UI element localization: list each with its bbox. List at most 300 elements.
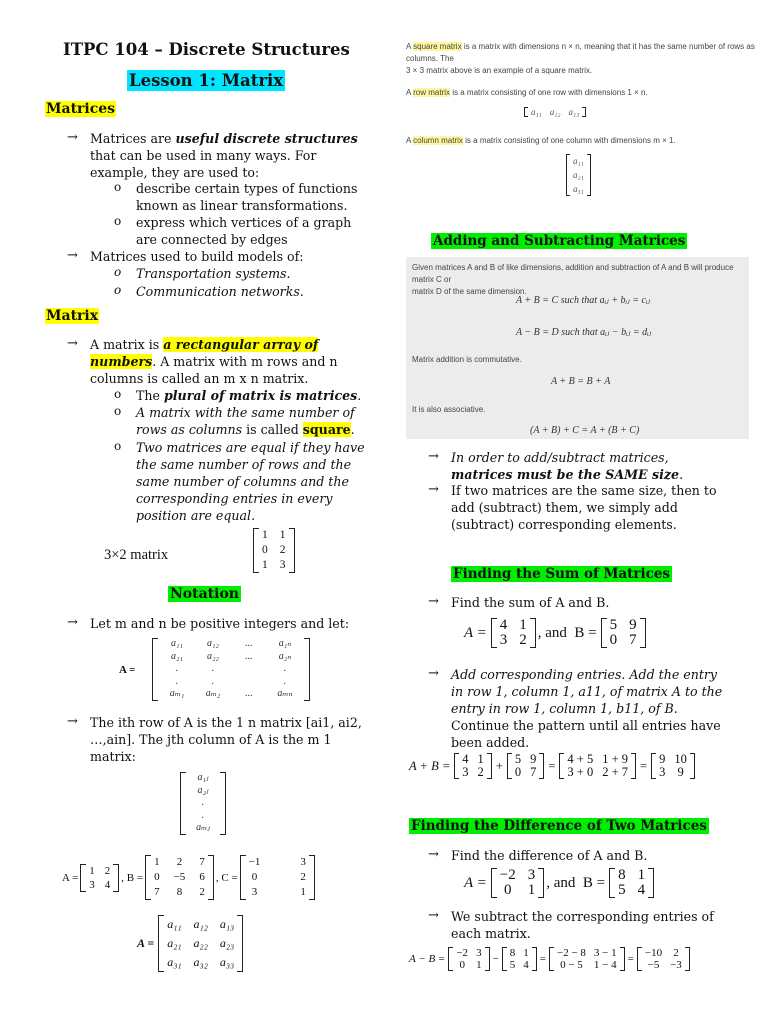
matrix-cell: 5 bbox=[509, 959, 516, 971]
bracket bbox=[566, 154, 570, 196]
notation-heading: Notation bbox=[170, 586, 239, 602]
equation-text: = bbox=[539, 953, 546, 965]
matrix-cell: 7 bbox=[199, 856, 205, 868]
matrix-cell: . bbox=[201, 797, 205, 808]
text-run: been added. bbox=[451, 735, 530, 750]
matrix-cell: 4 + 5 bbox=[567, 752, 594, 766]
column-matrix-note bbox=[406, 136, 676, 145]
bullet-icon: o bbox=[114, 265, 122, 279]
bracket bbox=[532, 947, 537, 971]
matrix-cell: 4 bbox=[499, 617, 508, 633]
matrix-grid bbox=[89, 864, 110, 892]
text-run: express which vertices of a graph bbox=[136, 215, 352, 230]
matrix-heading: Matrix bbox=[46, 308, 99, 324]
matrix-cell: a₂₂ bbox=[207, 650, 219, 662]
sum-explanation bbox=[451, 666, 722, 751]
column-vector-small bbox=[566, 154, 591, 196]
matrix-grid bbox=[249, 855, 306, 900]
bullet-icon: o bbox=[114, 283, 122, 297]
bracket bbox=[80, 864, 86, 892]
matrix-cell: a₁ⱼ bbox=[197, 772, 209, 783]
bracket bbox=[145, 855, 151, 900]
matrix-cell: 2 bbox=[279, 544, 286, 556]
text-run: Given matrices A and B of like dimensions, addition and subtraction of A and B will produce matrix C or bbox=[412, 263, 734, 284]
bracket bbox=[640, 618, 646, 648]
arrow-icon: → bbox=[67, 714, 78, 729]
matrix-cell: 3 bbox=[89, 878, 95, 891]
matrix-cell: 1 bbox=[300, 886, 306, 898]
text-run: We subtract the corresponding entries of bbox=[451, 909, 714, 924]
bracket bbox=[240, 855, 246, 900]
matrix-cell: 0 bbox=[459, 959, 465, 971]
bracket bbox=[690, 753, 695, 779]
matrix-cell: 4 bbox=[523, 959, 529, 971]
add-sub-heading: Adding and Subtracting Matrices bbox=[433, 233, 686, 249]
bracket bbox=[237, 915, 243, 972]
bracket bbox=[485, 947, 490, 971]
matrix-cell: 8 bbox=[509, 947, 516, 959]
matrix-cell: a₂₁ bbox=[573, 170, 584, 180]
matrix-cell: 7 bbox=[629, 632, 637, 648]
matrices-intro bbox=[90, 130, 358, 181]
bullet-icon: o bbox=[114, 180, 122, 194]
matrix-cell: −3 bbox=[670, 959, 682, 971]
matrix-cell: 1 − 4 bbox=[593, 959, 617, 971]
bracket bbox=[631, 753, 636, 779]
bracket bbox=[648, 868, 654, 898]
matrix-cell: 0 bbox=[262, 544, 268, 556]
matrix-cell: aₘⱼ bbox=[196, 822, 210, 833]
matrix-cell: 2 bbox=[673, 947, 679, 959]
text-run: . bbox=[357, 388, 362, 403]
matrix-cell: 10 bbox=[674, 752, 687, 766]
text-run: A bbox=[406, 136, 414, 145]
general-matrix bbox=[152, 638, 310, 701]
matrix-grid bbox=[610, 618, 637, 648]
matrix-cell: 4 bbox=[462, 752, 469, 766]
matrix-cell: a₃₂ bbox=[193, 955, 208, 969]
matrix-cell: 9 bbox=[629, 617, 637, 633]
box-eq-sub: A − B = D such that aᵢⱼ − bᵢⱼ = dᵢⱼ bbox=[516, 327, 652, 338]
matrix-cell: 5 bbox=[618, 882, 626, 898]
matrix-cell: 0 bbox=[504, 882, 512, 898]
equation-text: = bbox=[627, 953, 634, 965]
bracket bbox=[637, 947, 642, 971]
row-vector bbox=[524, 106, 586, 117]
ith-row-text bbox=[90, 714, 362, 765]
matrix-cell: a₁₁ bbox=[171, 638, 183, 649]
matrix-cell: 3 bbox=[251, 886, 258, 898]
matrix-label: A = bbox=[137, 936, 155, 950]
matrix-cell: aₘₙ bbox=[277, 688, 293, 699]
square-item bbox=[136, 404, 355, 438]
difference-equation bbox=[409, 947, 690, 971]
text-run: The ith row of A is the 1 n matrix [ai1, ai2, bbox=[90, 715, 362, 730]
matrix-cell: 3 bbox=[659, 765, 666, 779]
matrix-cell: 1 bbox=[89, 864, 95, 877]
general-3x3 bbox=[137, 915, 243, 972]
text-run: corresponding entries in every bbox=[136, 491, 333, 506]
matrix-cell: aₘ₂ bbox=[205, 688, 221, 699]
matrix-cell: 8 bbox=[618, 867, 626, 883]
matrix-cell: 1 bbox=[279, 529, 286, 541]
emphasis-text: useful discrete structures bbox=[175, 131, 358, 146]
matrix-cell: −1 bbox=[248, 856, 261, 868]
model-item-1: Transportation systems. bbox=[136, 266, 291, 281]
text-run: is a matrix with dimensions n × n, meaning that it has the same number of rows as columns. The bbox=[406, 42, 755, 63]
bracket bbox=[208, 855, 214, 900]
bracket bbox=[487, 753, 492, 779]
text-run: A bbox=[406, 42, 414, 51]
text-run: . bbox=[350, 422, 355, 437]
text-run: entry in row 1, column 1, b11, of B. bbox=[451, 701, 678, 716]
bracket bbox=[304, 638, 310, 701]
matrix-label: A = bbox=[464, 624, 487, 641]
bracket bbox=[587, 154, 591, 196]
bracket bbox=[582, 107, 586, 117]
matrix-cell: . bbox=[283, 663, 287, 674]
arrow-icon: → bbox=[67, 336, 78, 351]
matrix-cell: 0 − 5 bbox=[560, 959, 583, 971]
difference-heading: Finding the Difference of Two Matrices bbox=[411, 818, 707, 834]
bracket bbox=[507, 753, 512, 779]
matrix-definition bbox=[90, 336, 338, 387]
matrix-cell: 3 bbox=[462, 765, 469, 779]
matrix-cell: 0 bbox=[514, 765, 522, 779]
text-run: matrix D of the same dimension. bbox=[412, 287, 527, 296]
text-run: Continue the pattern until all entries have bbox=[451, 718, 721, 733]
matrix-cell: a₁₁ bbox=[573, 156, 584, 166]
matrix-grid bbox=[189, 772, 217, 835]
matrix-cell: 1 bbox=[476, 959, 482, 971]
bracket bbox=[609, 868, 615, 898]
matrix-cell bbox=[233, 663, 265, 676]
matrix-cell: −5 bbox=[647, 959, 660, 971]
matrix-grid bbox=[645, 947, 682, 971]
matrix-grid bbox=[618, 868, 645, 898]
matrix-cell: −2 bbox=[499, 867, 516, 883]
bracket bbox=[530, 618, 536, 648]
matrix-cell: 1 bbox=[477, 752, 484, 766]
matrix-cell: a₁₂ bbox=[193, 917, 208, 931]
matrix-cell: a₁₃ bbox=[568, 106, 580, 117]
matrix-cell: −5 bbox=[173, 871, 186, 883]
text-run: example, they are used to: bbox=[90, 165, 260, 180]
box-intro bbox=[412, 262, 748, 298]
matrix-cell bbox=[233, 676, 265, 689]
difference-task: Find the difference of A and B. bbox=[451, 848, 648, 863]
bracket bbox=[685, 947, 690, 971]
use-item-1 bbox=[136, 180, 357, 214]
matrix-grid bbox=[500, 868, 535, 898]
matrix-cell: 2 bbox=[519, 632, 527, 648]
box-commutative: Matrix addition is commutative. bbox=[412, 355, 522, 364]
text-run: that can be used in many ways. For bbox=[90, 148, 317, 163]
text-run: is a matrix consisting of one row with dimensions 1 × n. bbox=[450, 88, 648, 97]
text-run: each matrix. bbox=[451, 926, 531, 941]
matrix-label: , and B = bbox=[546, 874, 606, 891]
matrix-cell: 3 bbox=[300, 856, 306, 868]
text-run: A matrix is bbox=[90, 337, 164, 352]
matrix-cell: 9 bbox=[677, 765, 684, 779]
bracket bbox=[651, 753, 656, 779]
matrix-cell: a₂₁ bbox=[167, 936, 182, 950]
row-matrix-note bbox=[406, 88, 648, 97]
matrix-label: A = bbox=[464, 874, 487, 891]
bracket bbox=[491, 868, 497, 898]
text-run: 3 × 3 matrix above is an example of a square matrix. bbox=[406, 66, 593, 75]
matrix-grid bbox=[573, 154, 584, 196]
matrix-grid bbox=[515, 753, 537, 779]
arrow-icon: → bbox=[67, 248, 78, 263]
text-run: A matrix with the same number of bbox=[136, 405, 355, 420]
highlight-text: a rectangular array of bbox=[163, 337, 319, 352]
box-eq-assoc: (A + B) + C = A + (B + C) bbox=[530, 425, 640, 436]
matrix-cell: 9 bbox=[530, 752, 537, 766]
sum-equation bbox=[409, 753, 695, 779]
text-run: is called bbox=[242, 422, 303, 437]
add-sub-box bbox=[406, 257, 749, 439]
matrix-cell: a₁₂ bbox=[549, 106, 561, 117]
matrices-heading: Matrices bbox=[46, 101, 116, 117]
bracket bbox=[524, 107, 528, 117]
bracket bbox=[289, 528, 295, 573]
matrix-cell: 4 bbox=[104, 878, 111, 891]
bracket bbox=[491, 618, 497, 648]
matrix-cell: −2 − 8 bbox=[557, 947, 586, 959]
matrix-grid bbox=[531, 107, 579, 117]
sum-task: Find the sum of A and B. bbox=[451, 595, 610, 610]
course-title: ITPC 104 – Discrete Structures bbox=[63, 40, 350, 59]
matrix-label: , B = bbox=[121, 871, 144, 884]
bracket bbox=[601, 618, 607, 648]
matrix-label: , C = bbox=[215, 871, 238, 884]
matrix-grid bbox=[557, 947, 617, 971]
matrix-grid bbox=[456, 947, 481, 971]
matrix-cell: −2 bbox=[456, 947, 469, 959]
equation-text: + bbox=[495, 758, 503, 773]
matrix-cell: 2 bbox=[199, 886, 205, 898]
arrow-icon: → bbox=[428, 847, 439, 862]
text-run: the same number of rows and the bbox=[136, 457, 352, 472]
matrix-cell: . bbox=[211, 663, 215, 674]
equation-text: − bbox=[492, 953, 499, 965]
text-run: columns is called an m x n matrix. bbox=[90, 371, 309, 386]
highlight-text: numbers bbox=[90, 354, 153, 369]
equation-text: A + B = bbox=[409, 758, 451, 773]
matrix-cell: 3 bbox=[476, 947, 482, 959]
text-run: (subtract) corresponding elements. bbox=[451, 517, 677, 532]
emphasis-text: plural of matrix is matrices bbox=[163, 388, 358, 403]
column-vector bbox=[180, 772, 226, 835]
notation-line: Let m and n be positive integers and let: bbox=[90, 616, 350, 631]
matrix-cell: 1 bbox=[523, 947, 529, 959]
matrix-cell: 5 bbox=[609, 617, 618, 633]
matrix-cell: ... bbox=[245, 650, 253, 662]
matrix-grid bbox=[167, 915, 234, 972]
matrix-grid bbox=[161, 638, 301, 701]
matrix-cell: . bbox=[211, 675, 215, 687]
difference-given bbox=[464, 868, 654, 898]
bracket bbox=[113, 864, 119, 892]
arrow-icon: → bbox=[428, 666, 439, 681]
bracket bbox=[158, 915, 164, 972]
text-run: Add corresponding entries. Add the entry bbox=[451, 667, 718, 682]
equation-text: = bbox=[640, 758, 648, 773]
bullet-icon: o bbox=[114, 439, 122, 453]
matrix-cell: a₃₁ bbox=[167, 955, 182, 969]
matrix-cell: a₁₁ bbox=[167, 917, 182, 931]
matrix-cell: a₂₂ bbox=[193, 936, 208, 950]
highlight-text: column matrix bbox=[413, 136, 463, 145]
text-run: If two matrices are the same size, then to bbox=[451, 483, 717, 498]
bracket bbox=[253, 528, 259, 573]
bracket bbox=[180, 772, 186, 835]
matrix-cell: 4 bbox=[637, 882, 646, 898]
bracket bbox=[539, 753, 544, 779]
arrow-icon: → bbox=[428, 482, 439, 497]
text-run: . A matrix with m rows and n bbox=[152, 354, 338, 369]
matrix-cell: a₂₁ bbox=[171, 650, 183, 662]
text-run: A bbox=[406, 88, 414, 97]
arrow-icon: → bbox=[428, 594, 439, 609]
matrix-cell: 7 bbox=[154, 886, 160, 898]
matrix-cell: 3 bbox=[527, 867, 536, 883]
example-label: 3×2 matrix bbox=[104, 547, 169, 563]
matrix-cell: 1 bbox=[637, 867, 646, 883]
text-run: matrix: bbox=[90, 749, 136, 764]
matrix-cell: 2 bbox=[300, 871, 306, 883]
arrow-icon: → bbox=[67, 130, 78, 145]
text-run: Two matrices are equal if they have bbox=[136, 440, 365, 455]
matrix-cell: 2 bbox=[477, 765, 484, 779]
matrix-label: , and B = bbox=[537, 624, 597, 641]
matrix-grid bbox=[510, 947, 529, 971]
matrix-grid bbox=[659, 753, 687, 779]
matrix-cell: 0 bbox=[609, 632, 618, 648]
difference-explanation bbox=[451, 908, 714, 942]
text-run: describe certain types of functions bbox=[136, 181, 358, 196]
text-run: same number of columns and the bbox=[136, 474, 349, 489]
bullet-icon: o bbox=[114, 404, 122, 418]
emphasis-text: matrices must be the SAME size bbox=[451, 467, 680, 482]
matrix-cell: a₂₃ bbox=[219, 936, 235, 950]
matrix-cell: 2 + 7 bbox=[602, 765, 629, 779]
equation-text: = bbox=[548, 758, 556, 773]
text-run: position are equal. bbox=[136, 508, 256, 523]
box-associative: It is also associative. bbox=[412, 405, 486, 414]
plural-item bbox=[136, 387, 361, 404]
matrix-cell: 5 bbox=[514, 752, 522, 766]
text-run: Matrices are bbox=[90, 131, 176, 146]
arrow-icon: → bbox=[428, 908, 439, 923]
matrix-cell: 1 bbox=[527, 882, 536, 898]
arrow-icon: → bbox=[67, 615, 78, 630]
equal-item bbox=[136, 439, 365, 524]
matrix-cell: 3 − 1 bbox=[593, 947, 617, 959]
text-run: rows as columns bbox=[136, 422, 243, 437]
matrix-cell: a₁ₙ bbox=[278, 638, 292, 649]
matrix-cell: 3 + 0 bbox=[567, 765, 594, 779]
bullet-icon: o bbox=[114, 214, 122, 228]
matrix-cell: ... bbox=[245, 638, 253, 649]
bracket bbox=[309, 855, 315, 900]
model-item-2: Communication networks. bbox=[136, 284, 304, 299]
matrix-cell: a₃₁ bbox=[573, 184, 584, 194]
equation-text: A − B = bbox=[409, 953, 446, 965]
matrix-cell: 1 bbox=[154, 856, 160, 868]
matrix-cell: 3 bbox=[499, 632, 508, 648]
use-item-2 bbox=[136, 214, 351, 248]
matrix-grid bbox=[154, 855, 205, 900]
sum-heading: Finding the Sum of Matrices bbox=[453, 566, 671, 582]
matrix-cell: a₁₃ bbox=[219, 917, 235, 931]
text-run: are connected by edges bbox=[136, 232, 288, 247]
add-rule-note bbox=[451, 482, 717, 533]
example-matrix bbox=[253, 528, 295, 573]
general-matrix-label: A = bbox=[119, 664, 136, 676]
highlight-text: square matrix bbox=[413, 42, 462, 51]
matrix-cell: 2 bbox=[176, 856, 183, 868]
matrix-cell: 1 bbox=[262, 559, 268, 571]
text-run: known as linear transformations. bbox=[136, 198, 348, 213]
lesson-title: Lesson 1: Matrix bbox=[129, 71, 284, 90]
bracket bbox=[559, 753, 564, 779]
matrix-cell: 8 bbox=[176, 886, 183, 898]
arrow-icon: → bbox=[428, 449, 439, 464]
text-run: in row 1, column 1, a11, of matrix A to the bbox=[451, 684, 723, 699]
text-run: In order to add/subtract matrices, bbox=[451, 450, 669, 465]
box-eq-comm: A + B = B + A bbox=[551, 376, 611, 387]
matrix-grid bbox=[462, 753, 484, 779]
square-matrix-note bbox=[406, 41, 761, 77]
matrix-cell: a₂ⱼ bbox=[197, 784, 209, 796]
matrix-cell: ... bbox=[245, 688, 253, 699]
bracket bbox=[448, 947, 453, 971]
matrix-cell: 2 bbox=[104, 864, 111, 877]
bracket bbox=[549, 947, 554, 971]
matrix-cell: . bbox=[175, 675, 179, 687]
bracket bbox=[538, 868, 544, 898]
matrix-cell: 0 bbox=[251, 871, 258, 883]
matrix-cell: . bbox=[201, 809, 205, 821]
matrix-cell: 1 + 9 bbox=[602, 752, 629, 766]
models-line: Matrices used to build models of: bbox=[90, 249, 304, 264]
bullet-icon: o bbox=[114, 387, 122, 401]
matrix-label: A = bbox=[62, 871, 79, 884]
same-size-note bbox=[451, 449, 683, 483]
matrix-grid bbox=[262, 528, 286, 573]
bracket bbox=[502, 947, 507, 971]
text-run: . bbox=[679, 467, 684, 482]
matrix-cell: . bbox=[175, 663, 179, 674]
text-run: …,ain]. The jth column of A is the m 1 bbox=[90, 732, 332, 747]
matrix-cell: a₁₂ bbox=[207, 638, 219, 649]
matrix-cell: 7 bbox=[530, 765, 537, 779]
matrix-cell: aₘ₁ bbox=[169, 688, 185, 699]
highlight-text: row matrix bbox=[413, 88, 451, 97]
bracket bbox=[454, 753, 459, 779]
matrix-cell: 3 bbox=[279, 559, 286, 571]
matrix-grid bbox=[567, 753, 628, 779]
bracket bbox=[620, 947, 625, 971]
bracket bbox=[152, 638, 158, 701]
matrix-cell: 1 bbox=[519, 617, 527, 633]
matrix-cell: 1 bbox=[262, 529, 268, 541]
sum-given bbox=[464, 618, 646, 648]
matrix-cell: 9 bbox=[659, 752, 666, 766]
bracket bbox=[220, 772, 226, 835]
